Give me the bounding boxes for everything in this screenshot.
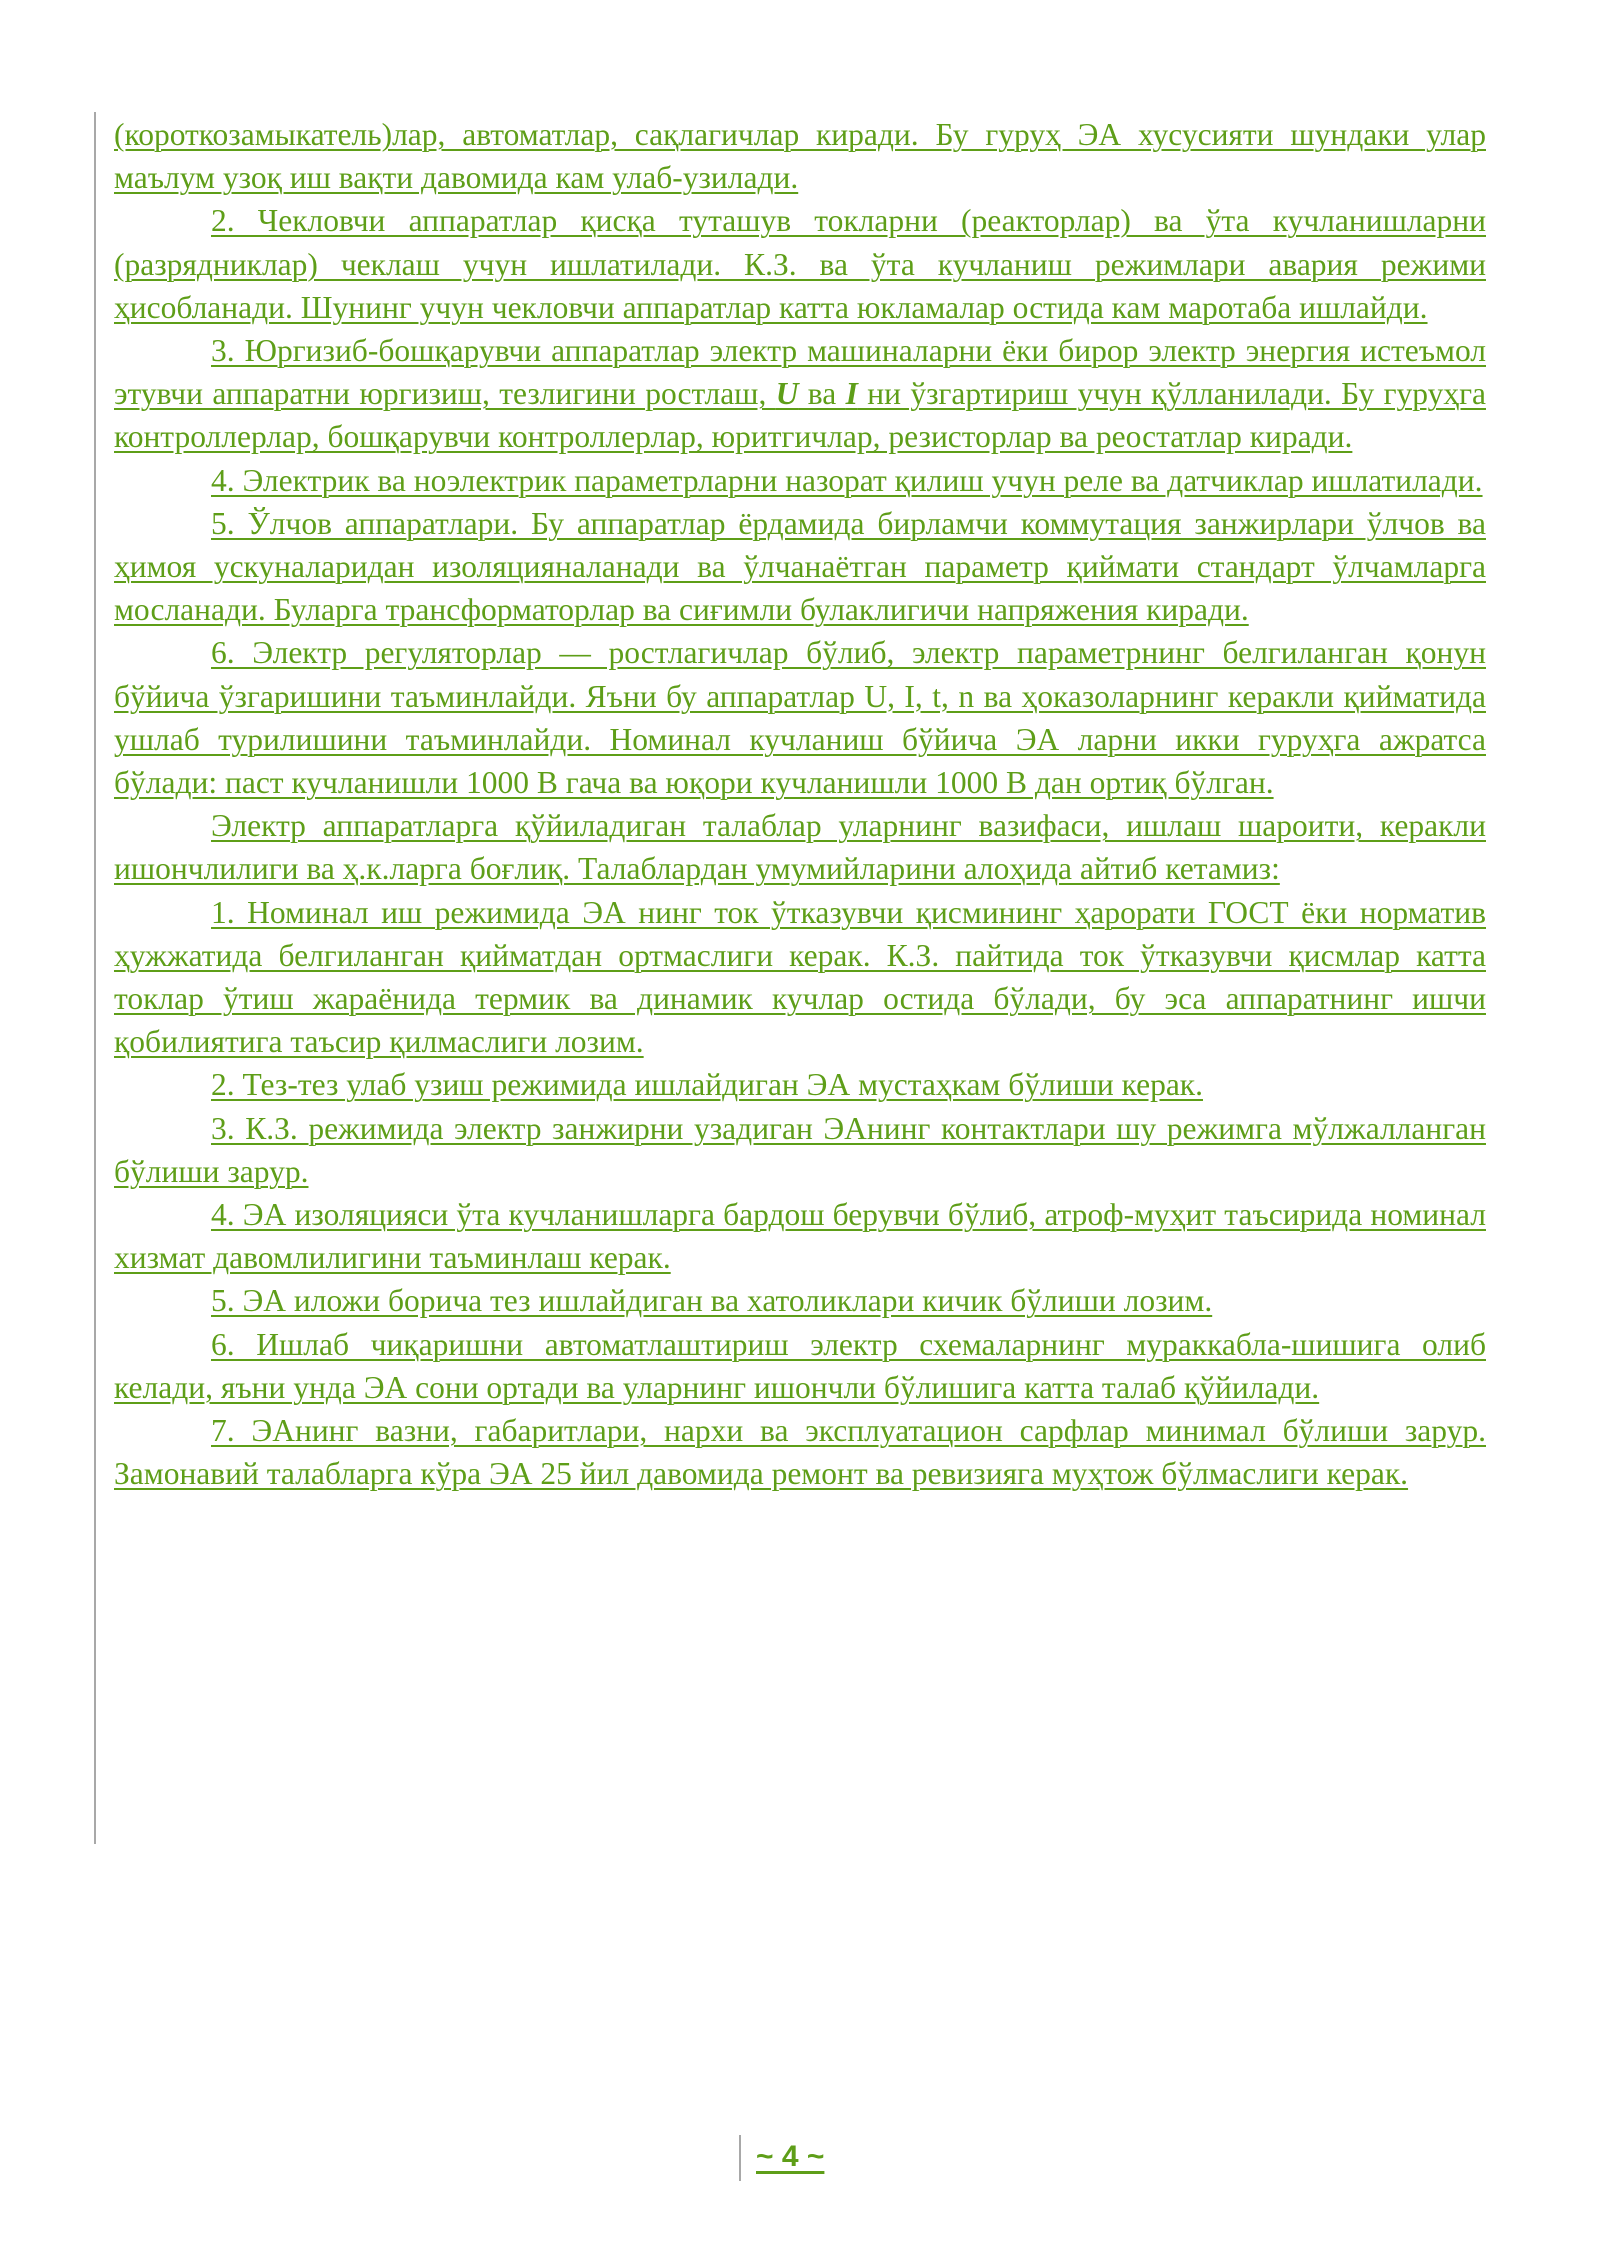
requirement-item-7: 7. ЭАнинг вазни, габаритлари, нархи ва эксплуатацион сарфлар минимал бўлиши зарур. Замонавий талабларга кўра ЭА 25 йил давомида ремонт ва ревизияга муҳтож бўлмаслиги керак. bbox=[114, 1413, 1486, 1492]
paragraph-requirements-intro: Электр аппаратларга қўйиладиган талаблар уларнинг вазифаси, ишлаш шароити, керакли ишончлилиги ва ҳ.к.ларга боғлиқ. Талаблардан умумийларини алоҳида айтиб кетамиз: bbox=[114, 808, 1486, 887]
paragraph-control-devices bbox=[114, 329, 1486, 459]
page-number: ~ 4 ~ bbox=[756, 2140, 825, 2173]
requirement-item-4: 4. ЭА изоляцияси ўта кучланишларга бардош берувчи бўлиб, атроф-муҳит таъсирида номинал хизмат давомлилигини таъминлаш керак. bbox=[114, 1197, 1486, 1276]
voltage-symbol: U bbox=[775, 376, 799, 412]
paragraph-relays-sensors: 4. Электрик ва ноэлектрик параметрларни назорат қилиш учун реле ва датчиклар ишлатилади. bbox=[211, 462, 1483, 498]
paragraph-regulators: 6. Электр регуляторлар — ростлагичлар бўлиб, электр параметрнинг белгиланган қонун бўйича ўзгаришини таъминлайди. Яъни бу аппаратлар U, I, t, n ва ҳоказоларнинг керакли қийматида ушлаб турилишини таъминлайди. Номинал кучланиш бўйича ЭА ларни икки гуруҳга ажратса бўлади: паст кучланишли 1000 В гача ва юқори кучланишли 1000 В дан ортиқ бўлган. bbox=[114, 635, 1486, 801]
requirement-item-5: 5. ЭА иложи борича тез ишлайдиган ва хатоликлари кичик бўлиши лозим. bbox=[211, 1283, 1213, 1319]
requirement-item-2: 2. Тез-тез улаб узиш режимида ишлайдиган ЭА мустаҳкам бўлиши керак. bbox=[211, 1067, 1203, 1103]
revision-margin-line bbox=[94, 112, 96, 1844]
paragraph-limiting-devices: 2. Чекловчи аппаратлар қисқа туташув токларни (реакторлар) ва ўта кучланишларни (разрядниклар) чеклаш учун ишлатилади. К.З. ва ўта кучланиш режимлари авария режими ҳисобланади. Шунинг учун чекловчи аппаратлар катта юкламалар остида кам маротаба ишлайди. bbox=[114, 203, 1486, 325]
requirement-item-1: 1. Номинал иш режимида ЭА нинг ток ўтказувчи қисмининг ҳарорати ГОСТ ёки норматив ҳужжатида белгиланган қийматдан ортмаслиги керак. К.З. пайтида ток ўтказувчи қисмлар катта токлар ўтиш жараёнида термик ва динамик кучлар остида бўлади, бу эса аппаратнинг ишчи қобилиятига таъсир қилмаслиги лозим. bbox=[114, 894, 1486, 1060]
paragraph-continuation: (короткозамыкатель)лар, автоматлар, сақлагичлар киради. Бу гуруҳ ЭА хусусияти шундаки улар маълум узоқ иш вақти давомида кам улаб-узилади. bbox=[114, 117, 1486, 196]
current-symbol: I bbox=[845, 376, 858, 412]
paragraph-measuring-devices: 5. Ўлчов аппаратлари. Бу аппаратлар ёрдамида бирламчи коммутация занжирлари ўлчов ва ҳимоя ускуналаридан изоляцияналанади ва ўлчанаётган параметр қиймати стандарт ўлчамларга мосланади. Буларга трансформаторлар ва сиғимли булаклигичи напряжения киради. bbox=[114, 505, 1486, 628]
paragraph-text: ни ўзгартириш учун қўлланилади. Бу гуруҳга контроллерлар, бошқарувчи контроллерлар, юритгичлар, резисторлар ва реостатлар киради. bbox=[114, 376, 1486, 455]
requirement-item-3: 3. К.З. режимида электр занжирни узадиган ЭАнинг контактлари шу режимга мўлжалланган бўлиши зарур. bbox=[114, 1110, 1486, 1189]
paragraph-text: ва bbox=[798, 376, 846, 412]
footer-margin-line bbox=[739, 2135, 741, 2181]
requirement-item-6: 6. Ишлаб чиқаришни автоматлаштириш электр схемаларнинг мураккабла-шишига олиб келади, яъни унда ЭА сони ортади ва уларнинг ишончли бўлишига катта талаб қўйилади. bbox=[114, 1326, 1486, 1405]
paragraph-text: 3. Юргизиб-бошқарувчи аппаратлар электр машиналарни ёки бирор электр энергия истеъмол этувчи аппаратни юргизиш, тезлигини ростлаш, bbox=[114, 333, 1486, 412]
document-body bbox=[114, 113, 1486, 1496]
